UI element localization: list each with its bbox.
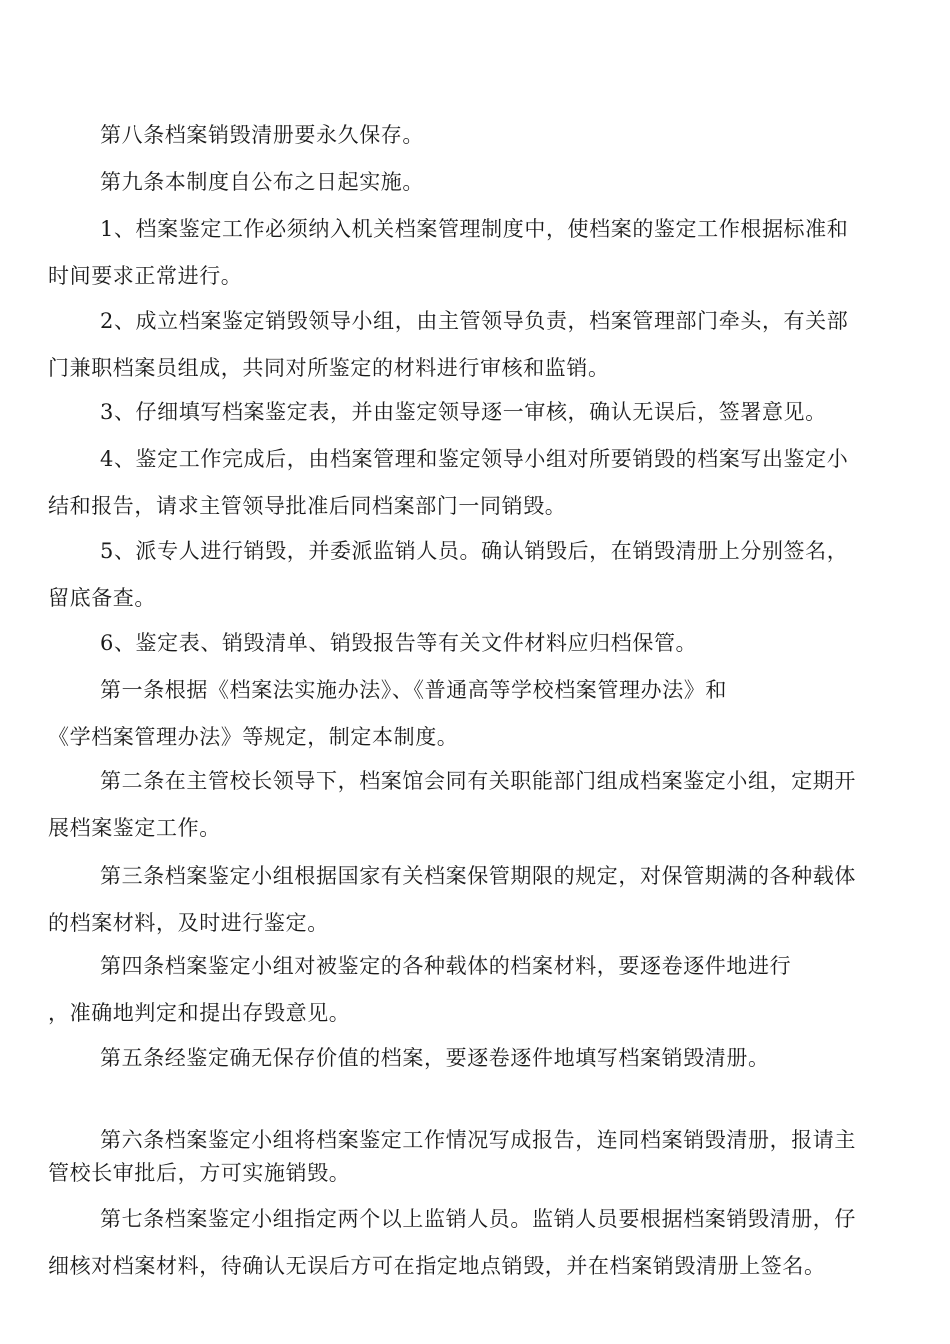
paragraph-article-9: [48, 159, 893, 206]
paragraph-line: 门兼职档案员组成，共同对所鉴定的材料进行审核和监销。: [48, 356, 610, 380]
paragraph-line: 管校长审批后，方可实施销毁。: [48, 1161, 351, 1185]
paragraph-line: 留底备查。: [48, 586, 156, 610]
paragraph-line: 第九条本制度自公布之日起实施。: [100, 170, 424, 194]
paragraph-article-8: [48, 112, 893, 159]
paragraph-line: ，准确地判定和提出存毁意见。: [48, 1001, 351, 1025]
paragraph-line: 1、档案鉴定工作必须纳入机关档案管理制度中，使档案的鉴定工作根据标准和: [100, 217, 849, 241]
paragraph-article-2: [48, 758, 893, 852]
paragraph-line: 《学档案管理办法》等规定，制定本制度。: [48, 725, 459, 749]
paragraph-item-3: [48, 389, 893, 436]
paragraph-article-3: [48, 853, 893, 947]
paragraph-line: 第七条档案鉴定小组指定两个以上监销人员。监销人员要根据档案销毁清册，仔: [100, 1207, 856, 1231]
paragraph-line: 结和报告，请求主管领导批准后同档案部门一同销毁。: [48, 494, 567, 518]
paragraph-line: 3、仔细填写档案鉴定表，并由鉴定领导逐一审核，确认无误后，签署意见。: [100, 400, 827, 424]
paragraph-line: 第四条档案鉴定小组对被鉴定的各种载体的档案材料，要逐卷逐件地进行: [100, 954, 792, 978]
paragraph-line: 时间要求正常进行。: [48, 264, 243, 288]
paragraph-line: 展档案鉴定工作。: [48, 816, 221, 840]
paragraph-item-6: [48, 620, 893, 667]
paragraph-article-7: [48, 1196, 893, 1290]
paragraph-line: 第三条档案鉴定小组根据国家有关档案保管期限的规定，对保管期满的各种载体: [100, 864, 856, 888]
paragraph-item-4: [48, 436, 893, 530]
paragraph-item-5: [48, 528, 893, 622]
paragraph-line: 4、鉴定工作完成后，由档案管理和鉴定领导小组对所要销毁的档案写出鉴定小: [100, 447, 849, 471]
paragraph-line: 第二条在主管校长领导下，档案馆会同有关职能部门组成档案鉴定小组，定期开: [100, 769, 856, 793]
paragraph-line: 6、鉴定表、销毁清单、销毁报告等有关文件材料应归档保管。: [100, 631, 698, 655]
paragraph-line: 第八条档案销毁清册要永久保存。: [100, 123, 424, 147]
paragraph-line: 2、成立档案鉴定销毁领导小组，由主管领导负责，档案管理部门牵头，有关部: [100, 309, 849, 333]
paragraph-line: 第五条经鉴定确无保存价值的档案，要逐卷逐件地填写档案销毁清册。: [100, 1046, 770, 1070]
paragraph-line: 的档案材料，及时进行鉴定。: [48, 911, 329, 935]
paragraph-article-5: [48, 1035, 893, 1082]
paragraph-article-6: [48, 1124, 893, 1190]
paragraph-line: 细核对档案材料，待确认无误后方可在指定地点销毁，并在档案销毁清册上签名。: [48, 1254, 826, 1278]
paragraph-article-4: [48, 943, 893, 1037]
paragraph-item-2: [48, 298, 893, 392]
paragraph-item-1: [48, 206, 893, 300]
paragraph-line: 第六条档案鉴定小组将档案鉴定工作情况写成报告，连同档案销毁清册，报请主: [100, 1128, 856, 1152]
paragraph-article-1: [48, 667, 893, 761]
paragraph-line: 5、派专人进行销毁，并委派监销人员。确认销毁后，在销毁清册上分别签名，: [100, 539, 849, 563]
paragraph-line: 第一条根据《档案法实施办法》、《普通高等学校档案管理办法》和: [100, 678, 727, 702]
